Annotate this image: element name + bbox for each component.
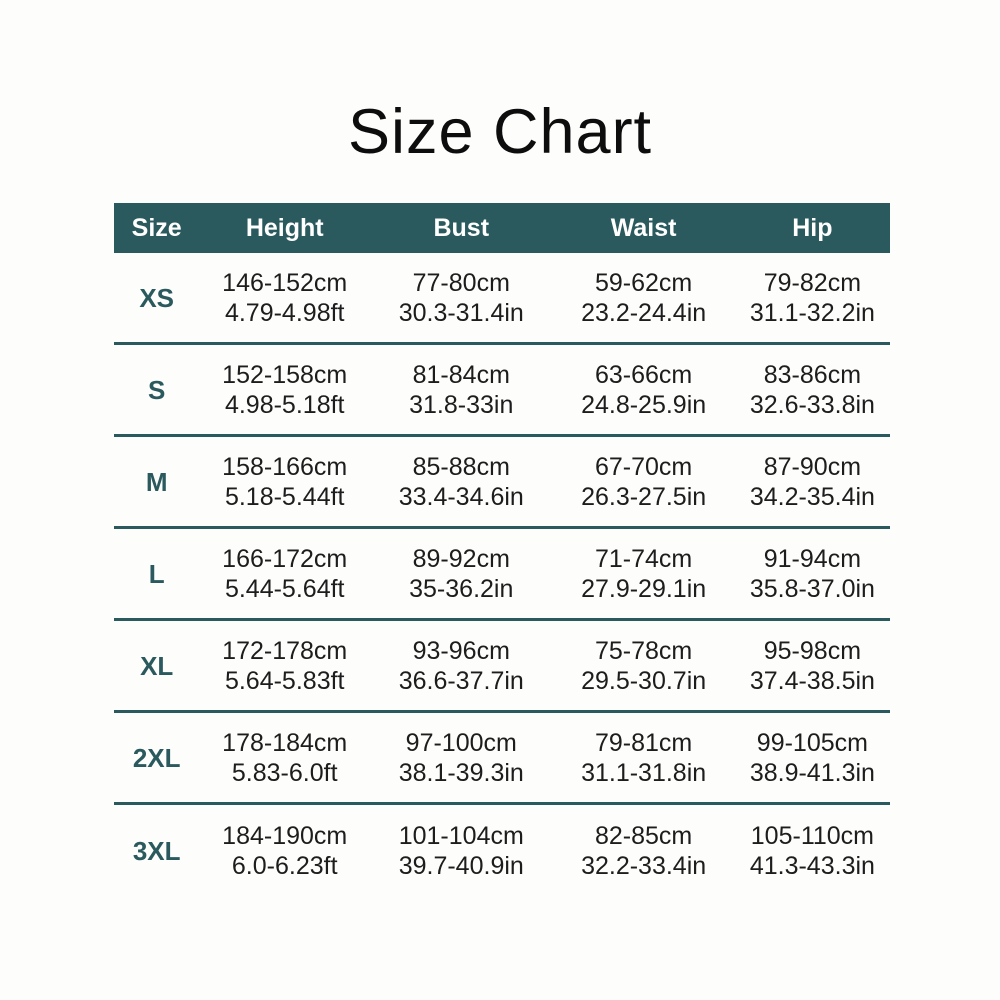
table-row — [114, 713, 890, 805]
measurement-line: 38.1-39.3in — [398, 758, 524, 787]
height-cell — [199, 728, 370, 788]
measurement-line: 41.3-43.3in — [749, 852, 875, 881]
height-cell — [199, 636, 370, 696]
table-row — [114, 529, 890, 621]
measurement-line: 35-36.2in — [409, 574, 514, 603]
table-body — [114, 253, 890, 897]
measurement-line: 71-74cm — [594, 544, 693, 573]
measurement-line: 77-80cm — [412, 268, 510, 297]
measurement-line: 37.4-38.5in — [749, 666, 875, 695]
measurement-line: 31.1-32.2in — [749, 298, 875, 327]
measurement-line: 6.0-6.23ft — [231, 852, 338, 881]
measurement-line: 5.83-6.0ft — [231, 758, 338, 787]
measurement-line: 5.64-5.83ft — [224, 666, 345, 695]
measurement-line: 75-78cm — [594, 636, 693, 665]
table-header-row — [114, 203, 890, 253]
hip-cell — [735, 452, 890, 512]
column-header-waist: Waist — [610, 213, 677, 242]
measurement-line: 95-98cm — [763, 636, 862, 665]
measurement-line: 81-84cm — [412, 360, 510, 389]
height-cell — [199, 821, 370, 881]
measurement-line: 87-90cm — [763, 452, 862, 481]
size-label: S — [148, 374, 166, 405]
bust-cell — [370, 544, 552, 604]
size-label: 3XL — [132, 836, 181, 867]
size-label: 2XL — [132, 742, 181, 773]
table-row — [114, 621, 890, 713]
hip-cell — [735, 360, 890, 420]
measurement-line: 38.9-41.3in — [749, 758, 875, 787]
hip-cell — [735, 821, 890, 881]
measurement-line: 172-178cm — [222, 636, 348, 665]
measurement-line: 105-110cm — [750, 822, 874, 851]
column-header-height: Height — [245, 213, 324, 242]
page-title: Size Chart — [347, 97, 653, 167]
waist-cell — [552, 636, 734, 696]
table-row — [114, 437, 890, 529]
measurement-line: 82-85cm — [594, 822, 693, 851]
measurement-line: 97-100cm — [405, 728, 517, 757]
measurement-line: 152-158cm — [222, 360, 348, 389]
measurement-line: 33.4-34.6in — [398, 482, 524, 511]
measurement-line: 27.9-29.1in — [581, 574, 707, 603]
measurement-line: 158-166cm — [222, 452, 348, 481]
hip-cell — [735, 544, 890, 604]
measurement-line: 31.8-33in — [409, 390, 514, 419]
bust-cell — [370, 728, 552, 788]
height-cell — [199, 268, 370, 328]
height-cell — [199, 360, 370, 420]
size-label: XS — [139, 282, 175, 313]
column-header-size: Size — [131, 213, 182, 242]
measurement-line: 5.18-5.44ft — [224, 482, 345, 511]
table-row — [114, 253, 890, 345]
measurement-line: 101-104cm — [398, 822, 524, 851]
measurement-line: 99-105cm — [756, 728, 868, 757]
hip-cell — [735, 636, 890, 696]
measurement-line: 32.2-33.4in — [581, 852, 707, 881]
measurement-line: 39.7-40.9in — [398, 852, 524, 881]
waist-cell — [552, 268, 734, 328]
table-row — [114, 805, 890, 897]
measurement-line: 5.44-5.64ft — [224, 574, 345, 603]
waist-cell — [552, 360, 734, 420]
measurement-line: 85-88cm — [412, 452, 510, 481]
measurement-line: 146-152cm — [222, 268, 348, 297]
measurement-line: 89-92cm — [412, 544, 510, 573]
measurement-line: 36.6-37.7in — [398, 666, 524, 695]
measurement-line: 32.6-33.8in — [749, 390, 875, 419]
bust-cell — [370, 636, 552, 696]
measurement-line: 79-82cm — [763, 268, 862, 297]
size-label: XL — [140, 650, 174, 681]
waist-cell — [552, 728, 734, 788]
waist-cell — [552, 544, 734, 604]
measurement-line: 29.5-30.7in — [581, 666, 707, 695]
measurement-line: 26.3-27.5in — [581, 482, 707, 511]
measurement-line: 4.98-5.18ft — [224, 390, 345, 419]
height-cell — [199, 544, 370, 604]
hip-cell — [735, 268, 890, 328]
measurement-line: 63-66cm — [594, 360, 693, 389]
measurement-line: 83-86cm — [763, 360, 862, 389]
size-label: L — [148, 558, 165, 589]
measurement-line: 4.79-4.98ft — [224, 298, 345, 327]
measurement-line: 91-94cm — [763, 544, 862, 573]
measurement-line: 93-96cm — [412, 636, 510, 665]
bust-cell — [370, 821, 552, 881]
measurement-line: 67-70cm — [594, 452, 693, 481]
measurement-line: 31.1-31.8in — [581, 758, 707, 787]
measurement-line: 59-62cm — [594, 268, 693, 297]
measurement-line: 79-81cm — [594, 728, 693, 757]
column-header-bust: Bust — [433, 213, 490, 242]
bust-cell — [370, 268, 552, 328]
measurement-line: 30.3-31.4in — [398, 298, 524, 327]
measurement-line: 34.2-35.4in — [749, 482, 875, 511]
measurement-line: 178-184cm — [222, 728, 348, 757]
measurement-line: 166-172cm — [222, 544, 348, 573]
measurement-line: 35.8-37.0in — [749, 574, 875, 603]
size-chart-table — [114, 203, 890, 897]
measurement-line: 24.8-25.9in — [581, 390, 707, 419]
hip-cell — [735, 728, 890, 788]
waist-cell — [552, 452, 734, 512]
table-row — [114, 345, 890, 437]
waist-cell — [552, 821, 734, 881]
bust-cell — [370, 452, 552, 512]
measurement-line: 184-190cm — [222, 822, 348, 851]
measurement-line: 23.2-24.4in — [581, 298, 707, 327]
size-label: M — [145, 466, 168, 497]
bust-cell — [370, 360, 552, 420]
column-header-hip: Hip — [792, 213, 833, 242]
height-cell — [199, 452, 370, 512]
